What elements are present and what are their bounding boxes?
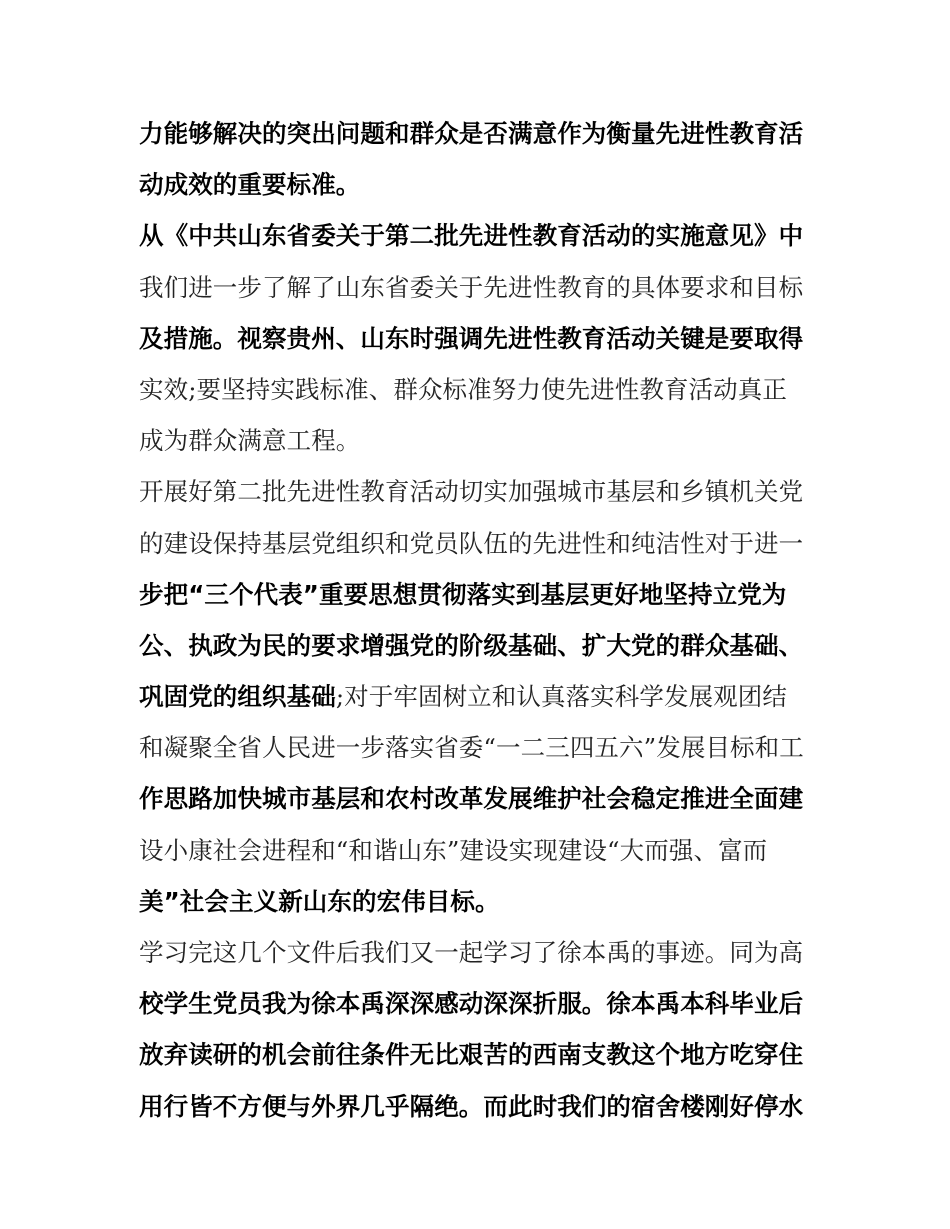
text-line: 放弃读研的机会前往条件无比艰苦的西南支教这个地方吃穿住 (139, 1040, 804, 1070)
text-line: 的建设保持基层党组织和党员队伍的先进性和纯洁性对于进一 (139, 528, 804, 558)
text-line: 步把“三个代表”重要思想贯彻落实到基层更好地坚持立党为 (139, 579, 787, 609)
text-line: 我们进一步了解了山东省委关于先进性教育的具体要求和目标 (139, 272, 804, 302)
text-line: 设小康社会进程和“和谐山东”建设实现建设“大而强、富而 (139, 835, 768, 865)
text-line: 成为群众满意工程。 (139, 426, 361, 456)
text-line: 用行皆不方便与外界几乎隔绝。而此时我们的宿舍楼刚好停水 (139, 1091, 804, 1121)
body-text (139, 108, 819, 1132)
text-line: 公、执政为民的要求增强党的阶级基础、扩大党的群众基础、 (139, 630, 804, 660)
text-line: 及措施。视察贵州、山东时强调先进性教育活动关键是要取得 (139, 323, 804, 353)
text-line: 从《中共山东省委关于第二批先进性教育活动的实施意见》中 (139, 221, 804, 251)
text-line: 动成效的重要标准。 (139, 170, 361, 200)
text-line: 美”社会主义新山东的宏伟目标。 (139, 886, 500, 916)
text-line: 学习完这几个文件后我们又一起学习了徐本禹的事迹。同为高 (139, 938, 804, 967)
text-line: 作思路加快城市基层和农村改革发展维护社会稳定推进全面建 (139, 784, 804, 814)
text-segment-bold: 巩固党的组织基础 (139, 682, 336, 712)
text-segment-serif: ;对于牢固树立和认真落实科学发展观团结 (335, 682, 787, 712)
text-line: 力能够解决的突出问题和群众是否满意作为衡量先进性教育活 (139, 119, 804, 148)
text-line: 实效;要坚持实践标准、群众标准努力使先进性教育活动真正 (139, 374, 787, 404)
text-line: 开展好第二批先进性教育活动切实加强城市基层和乡镇机关党 (139, 477, 804, 507)
text-line: 校学生党员我为徐本禹深深感动深深折服。徐本禹本科毕业后 (139, 989, 804, 1019)
text-line: 和凝聚全省人民进一步落实省委“一二三四五六”发展目标和工 (139, 733, 804, 763)
text-line (139, 671, 819, 722)
